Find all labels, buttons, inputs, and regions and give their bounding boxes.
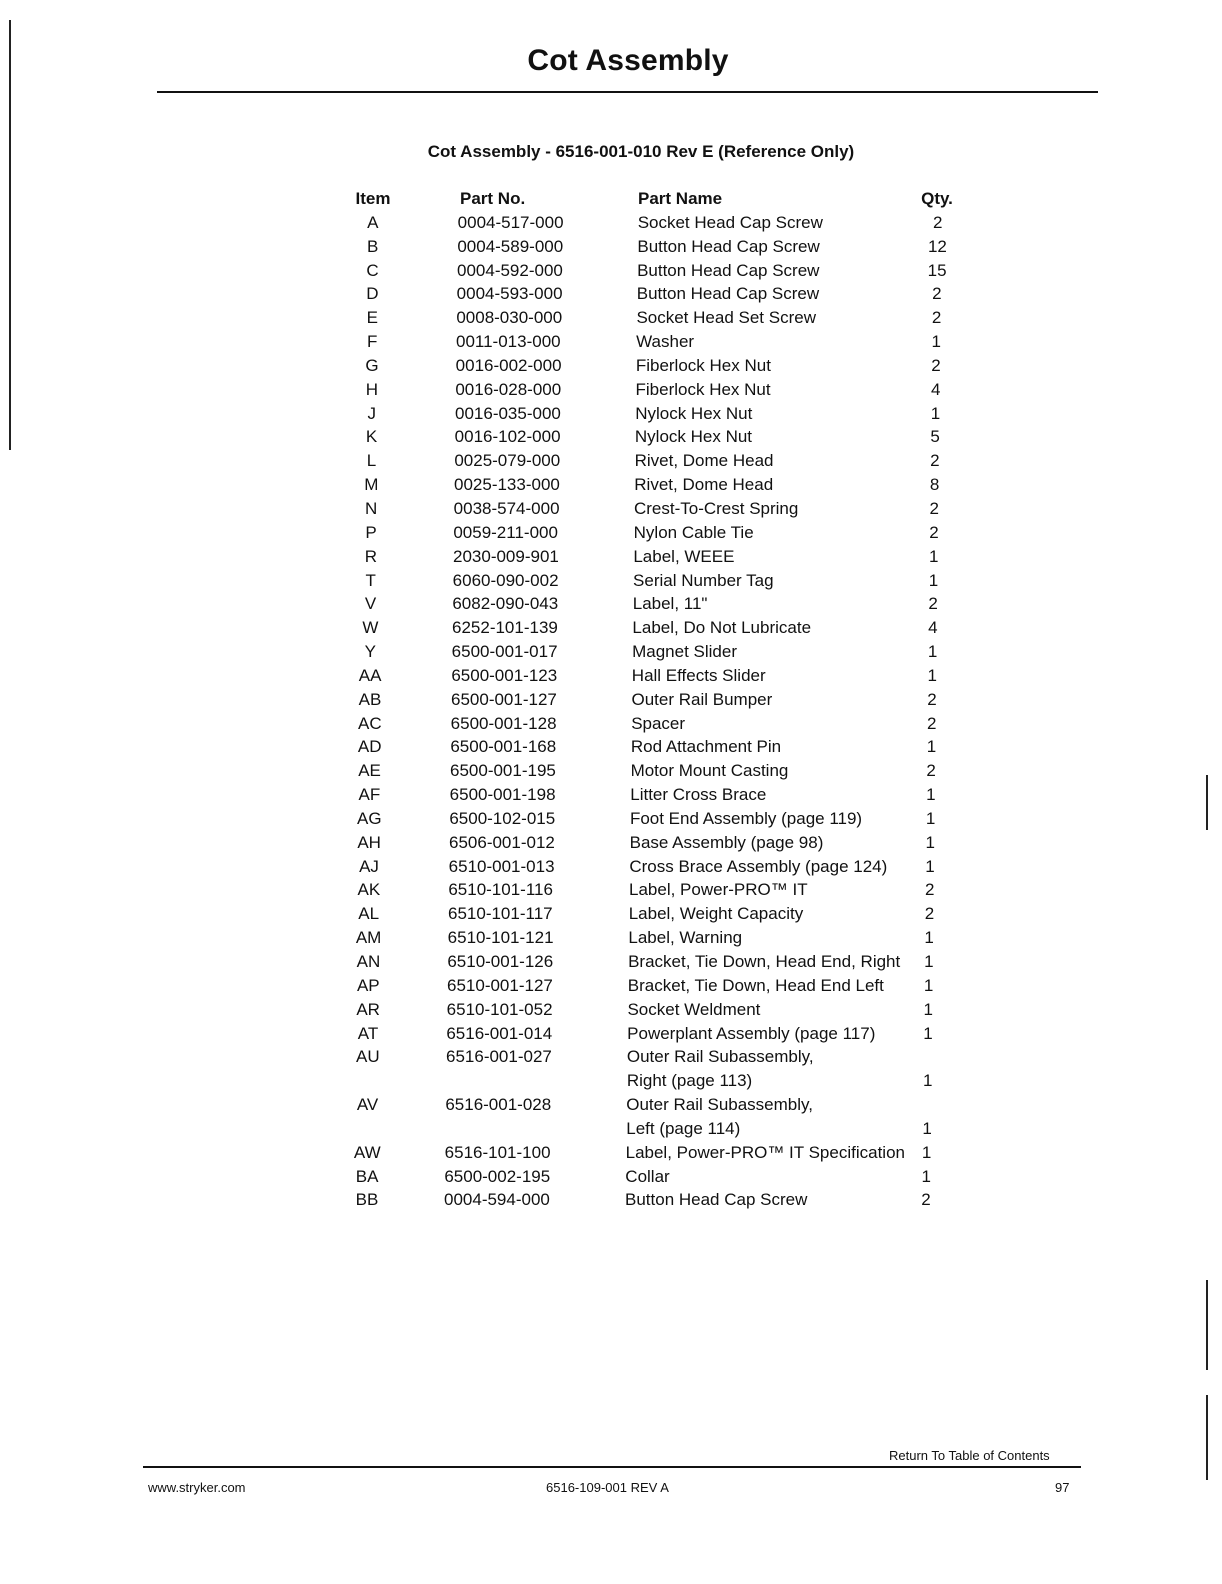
- table-row: [0, 1045, 1222, 1093]
- table-row: [0, 521, 1222, 545]
- part-name: [633, 569, 773, 593]
- quantity: 8: [929, 475, 940, 495]
- table-row: [0, 330, 1222, 354]
- part-number: 6500-001-198: [449, 785, 556, 805]
- quantity: 1: [925, 856, 935, 876]
- part-number: 0025-079-000: [454, 451, 561, 471]
- quantity: 2: [926, 713, 937, 733]
- part-name: [626, 1141, 905, 1165]
- table-row: [0, 425, 1222, 449]
- part-name: [634, 473, 773, 497]
- part-name-line: Button Head Cap Screw: [636, 284, 820, 304]
- quantity: 2: [921, 1190, 931, 1210]
- item-letter: W: [362, 618, 379, 638]
- part-name-line: Fiberlock Hex Nut: [635, 379, 771, 399]
- part-number: 6516-001-014: [446, 1023, 553, 1043]
- quantity: 1: [923, 1023, 933, 1043]
- part-name: [630, 783, 766, 807]
- table-row: [0, 688, 1222, 712]
- item-letter: AN: [356, 952, 381, 971]
- item-letter: AP: [356, 975, 380, 995]
- footer-doc-number: 6516-109-001 REV A: [546, 1480, 669, 1495]
- part-name: [637, 235, 819, 259]
- item-letter: K: [365, 427, 378, 447]
- item-letter: AF: [358, 785, 381, 805]
- part-number: 0004-517-000: [457, 212, 564, 232]
- table-row: [0, 926, 1222, 950]
- part-name: [637, 259, 819, 283]
- item-letter: C: [366, 260, 379, 280]
- item-letter: AK: [357, 880, 381, 900]
- part-number: 0008-030-000: [456, 308, 563, 328]
- table-row: [0, 759, 1222, 783]
- part-name-line: Nylon Cable Tie: [633, 522, 754, 542]
- table-row: [0, 616, 1222, 640]
- table-row: [0, 950, 1222, 974]
- table-row: [0, 1165, 1222, 1189]
- item-letter: L: [366, 451, 377, 471]
- part-number: 6510-101-117: [448, 904, 553, 924]
- part-name: [632, 640, 737, 664]
- part-name: [625, 1165, 669, 1189]
- quantity: 4: [930, 379, 941, 399]
- part-number: 6510-101-052: [446, 999, 553, 1019]
- part-name: [629, 902, 804, 926]
- part-name-line: Label, Do Not Lubricate: [632, 618, 812, 638]
- part-name-line: Rivet, Dome Head: [634, 451, 774, 471]
- part-name-line: Base Assembly (page 98): [629, 832, 824, 852]
- part-number: 6500-001-017: [451, 642, 558, 662]
- part-name-line: Collar: [625, 1166, 670, 1186]
- item-letter: AE: [358, 761, 381, 781]
- quantity: 15: [927, 260, 947, 280]
- footer-website: www.stryker.com: [148, 1480, 246, 1495]
- part-number: 6510-001-127: [447, 975, 553, 995]
- part-name-line: Button Head Cap Screw: [637, 236, 820, 256]
- part-name: [627, 1045, 814, 1093]
- part-number: 6500-001-128: [450, 713, 557, 733]
- part-name-line: Crest-To-Crest Spring: [633, 498, 799, 518]
- part-name-line: Foot End Assembly (page 119): [629, 808, 863, 828]
- item-letter: B: [367, 236, 379, 256]
- quantity: 2: [926, 761, 936, 781]
- part-name: [638, 211, 823, 235]
- scan-edge-mark-left: [9, 20, 11, 450]
- table-row: [0, 878, 1222, 902]
- quantity: 2: [930, 451, 940, 471]
- part-number: 6516-101-100: [444, 1142, 551, 1162]
- parts-table: [0, 187, 1222, 1212]
- quantity: 1: [927, 665, 938, 685]
- item-letter: AL: [358, 904, 380, 924]
- part-name-line: Label, Power-PRO™ IT: [629, 880, 808, 900]
- part-name-line: Rod Attachment Pin: [630, 737, 782, 757]
- item-letter: AD: [357, 737, 382, 757]
- part-number: 0004-589-000: [457, 236, 564, 256]
- scan-edge-mark-right: [1206, 1280, 1208, 1370]
- quantity: 1: [921, 1166, 932, 1186]
- item-letter: A: [367, 212, 379, 232]
- part-number: 6516-001-028: [445, 1095, 552, 1115]
- part-name: [635, 402, 752, 426]
- item-letter: BA: [355, 1166, 379, 1186]
- table-row: [0, 282, 1222, 306]
- part-name-line: Socket Head Set Screw: [636, 308, 816, 328]
- quantity: 1: [921, 1142, 932, 1162]
- part-name-line: Label, Warning: [628, 928, 743, 948]
- part-name: [636, 354, 771, 378]
- quantity: 1: [927, 642, 938, 662]
- quantity: 2: [932, 212, 943, 232]
- table-row: [0, 1093, 1222, 1141]
- part-number: 6060-090-002: [452, 570, 559, 590]
- item-letter: P: [365, 522, 377, 542]
- quantity: 2: [924, 904, 935, 924]
- item-letter: R: [364, 546, 377, 566]
- item-letter: G: [365, 355, 379, 375]
- part-name-line: Motor Mount Casting: [630, 761, 789, 781]
- part-number: 0011-013-000: [456, 332, 561, 352]
- item-letter: AC: [358, 713, 382, 733]
- quantity: 1: [931, 332, 942, 352]
- header-part-name: Part Name: [638, 189, 723, 208]
- item-letter: AR: [356, 999, 380, 1019]
- part-name: [627, 998, 760, 1022]
- item-letter: V: [364, 594, 377, 614]
- footer-page-number: 97: [1055, 1480, 1070, 1495]
- part-name-line: Nylock Hex Nut: [634, 427, 753, 447]
- part-name-line: Right (page 113): [626, 1071, 753, 1091]
- part-name-line: Powerplant Assembly (page 117): [627, 1023, 876, 1043]
- item-letter: T: [365, 570, 376, 590]
- quantity: 1: [926, 737, 937, 757]
- table-row: [0, 807, 1222, 831]
- quantity: 5: [930, 427, 940, 447]
- part-name-line: Rivet, Dome Head: [634, 475, 774, 495]
- part-name: [634, 521, 754, 545]
- table-row: [0, 974, 1222, 998]
- table-row: [0, 640, 1222, 664]
- table-row: [0, 1188, 1222, 1212]
- item-letter: AU: [356, 1047, 380, 1067]
- part-number: 0016-102-000: [454, 427, 561, 447]
- quantity: 1: [924, 952, 934, 971]
- quantity: 1: [928, 546, 939, 566]
- scan-edge-mark-right: [1206, 775, 1208, 830]
- return-to-toc-link[interactable]: Return To Table of Contents: [889, 1448, 1050, 1463]
- part-name: [631, 735, 781, 759]
- part-name-line: Magnet Slider: [632, 642, 737, 662]
- item-letter: AV: [356, 1095, 379, 1115]
- table-row: [0, 473, 1222, 497]
- table-row: [0, 545, 1222, 569]
- table-row: [0, 402, 1222, 426]
- table-row: [0, 664, 1222, 688]
- part-number: 0059-211-000: [453, 522, 558, 542]
- item-letter: N: [365, 498, 378, 518]
- item-letter: Y: [364, 642, 376, 662]
- part-number: 6500-001-168: [450, 737, 557, 757]
- part-number: 6510-101-116: [448, 880, 553, 900]
- scan-edge-mark-right: [1206, 1395, 1208, 1480]
- part-name-line: Label, Power-PRO™ IT Specification: [625, 1142, 905, 1162]
- part-name-line: Outer Rail Subassembly,: [626, 1095, 813, 1115]
- table-row: [0, 592, 1222, 616]
- part-name: [632, 688, 773, 712]
- header-part-no: Part No.: [460, 189, 526, 208]
- part-number: 0004-593-000: [456, 284, 563, 304]
- part-number: 6500-001-195: [450, 761, 556, 781]
- quantity: 1: [925, 808, 936, 828]
- part-name: [629, 855, 887, 879]
- table-row: [0, 354, 1222, 378]
- part-name-line: Outer Rail Bumper: [631, 689, 773, 709]
- part-name-line: Socket Head Cap Screw: [637, 212, 823, 232]
- item-letter: AM: [355, 928, 382, 948]
- part-name: [631, 712, 685, 736]
- header-item: Item: [355, 189, 391, 208]
- part-number: 0038-574-000: [453, 498, 560, 518]
- quantity: 2: [932, 284, 942, 304]
- item-letter: J: [367, 403, 376, 423]
- table-row: [0, 902, 1222, 926]
- part-name-line: Litter Cross Brace: [630, 785, 767, 805]
- item-letter: F: [366, 332, 378, 352]
- quantity: 1: [922, 1118, 932, 1138]
- part-name: [635, 425, 752, 449]
- table-row: [0, 211, 1222, 235]
- part-number: 0016-028-000: [455, 379, 562, 399]
- page-title: Cot Assembly: [527, 44, 729, 77]
- item-letter: H: [365, 379, 378, 399]
- part-name: [628, 926, 742, 950]
- part-name-line: Spacer: [631, 713, 686, 733]
- part-number: 6082-090-043: [452, 594, 559, 614]
- part-name: [632, 616, 811, 640]
- part-name: [628, 974, 884, 998]
- part-number: 0025-133-000: [454, 475, 560, 495]
- item-letter: AA: [358, 665, 382, 685]
- table-row: [0, 998, 1222, 1022]
- table-row: [0, 259, 1222, 283]
- part-name-line: Label, 11": [632, 594, 708, 614]
- part-name: [637, 282, 819, 306]
- table-row: [0, 735, 1222, 759]
- quantity: 12: [927, 236, 947, 256]
- part-number: 6510-001-013: [448, 856, 555, 876]
- quantity: 1: [924, 928, 934, 948]
- part-name: [633, 545, 734, 569]
- table-row: [0, 497, 1222, 521]
- quantity: 2: [924, 880, 935, 900]
- part-name: [630, 807, 862, 831]
- part-name-line: Hall Effects Slider: [631, 665, 766, 685]
- part-number: 6500-001-123: [451, 665, 558, 685]
- part-name: [627, 1022, 875, 1046]
- table-row: [0, 855, 1222, 879]
- part-name-line: Label, WEEE: [633, 546, 735, 566]
- part-name: [636, 330, 694, 354]
- item-letter: AG: [357, 808, 382, 828]
- part-name-line: Button Head Cap Screw: [637, 260, 820, 280]
- quantity: 2: [928, 594, 938, 614]
- part-name-line: Label, Weight Capacity: [628, 904, 804, 924]
- part-name: [626, 1093, 813, 1141]
- quantity: 2: [927, 689, 937, 709]
- part-name: [636, 378, 771, 402]
- part-name: [632, 664, 766, 688]
- part-name-line: Left (page 114): [626, 1118, 741, 1138]
- table-row: [0, 306, 1222, 330]
- table-row: [0, 1022, 1222, 1046]
- part-name-line: Button Head Cap Screw: [625, 1190, 808, 1210]
- item-letter: AW: [353, 1142, 381, 1162]
- part-number: 0004-594-000: [444, 1190, 550, 1210]
- part-number: 6252-101-139: [452, 618, 558, 638]
- quantity: 1: [922, 1071, 933, 1091]
- part-name-line: Serial Number Tag: [633, 570, 774, 590]
- part-number: 0016-002-000: [455, 355, 562, 375]
- item-letter: AB: [358, 689, 382, 709]
- part-name-line: Bracket, Tie Down, Head End Left: [627, 975, 884, 995]
- quantity: 1: [923, 975, 934, 995]
- table-caption: Cot Assembly - 6516-001-010 Rev E (Reference Only): [427, 142, 855, 161]
- quantity: 2: [931, 355, 941, 375]
- table-row: [0, 378, 1222, 402]
- part-name-line: Cross Brace Assembly (page 124): [629, 856, 888, 876]
- part-name: [625, 1188, 807, 1212]
- part-name-line: Washer: [636, 332, 695, 352]
- item-letter: E: [366, 308, 378, 328]
- part-name-line: Fiberlock Hex Nut: [635, 355, 771, 375]
- item-letter: AH: [357, 832, 381, 852]
- table-row: [0, 569, 1222, 593]
- quantity: 2: [931, 308, 942, 328]
- quantity: 1: [930, 403, 941, 423]
- footer-divider: [143, 1466, 1081, 1468]
- table-header-row: [0, 187, 1222, 211]
- part-name: [629, 878, 808, 902]
- item-letter: M: [364, 475, 379, 495]
- item-letter: AT: [357, 1023, 379, 1043]
- part-number: 6500-102-015: [449, 808, 556, 828]
- quantity: 2: [929, 498, 940, 518]
- part-name: [634, 497, 798, 521]
- part-name-line: Nylock Hex Nut: [635, 403, 753, 423]
- table-row: [0, 235, 1222, 259]
- part-number: 0016-035-000: [455, 403, 561, 423]
- part-name: [628, 950, 900, 974]
- part-name: [636, 306, 816, 330]
- part-number: 0004-592-000: [457, 260, 563, 280]
- part-name-line: Socket Weldment: [627, 999, 761, 1019]
- quantity: 4: [928, 618, 938, 638]
- table-row: [0, 1141, 1222, 1165]
- table-row: [0, 449, 1222, 473]
- item-letter: BB: [355, 1190, 379, 1210]
- title-divider: [157, 91, 1098, 93]
- quantity: 1: [926, 785, 936, 805]
- item-letter: D: [366, 284, 379, 304]
- part-number: 2030-009-901: [453, 546, 559, 566]
- part-number: 6500-001-127: [451, 689, 557, 709]
- part-number: 6516-001-027: [446, 1047, 552, 1067]
- part-name: [633, 592, 708, 616]
- table-row: [0, 831, 1222, 855]
- table-row: [0, 783, 1222, 807]
- quantity: 2: [929, 522, 939, 542]
- part-number: 6506-001-012: [449, 832, 555, 852]
- part-name: [630, 831, 824, 855]
- part-number: 6510-101-121: [447, 928, 554, 948]
- part-number: 6510-001-126: [447, 952, 554, 971]
- quantity: 1: [928, 570, 939, 590]
- table-row: [0, 712, 1222, 736]
- quantity: 1: [925, 832, 936, 852]
- part-name: [631, 759, 789, 783]
- part-name-line: Bracket, Tie Down, Head End, Right: [628, 952, 901, 971]
- part-name: [635, 449, 774, 473]
- part-name-line: Outer Rail Subassembly,: [626, 1047, 814, 1067]
- quantity: 1: [923, 999, 934, 1019]
- part-number: 6500-002-195: [444, 1166, 551, 1186]
- item-letter: AJ: [359, 856, 379, 876]
- header-qty: Qty.: [921, 189, 953, 208]
